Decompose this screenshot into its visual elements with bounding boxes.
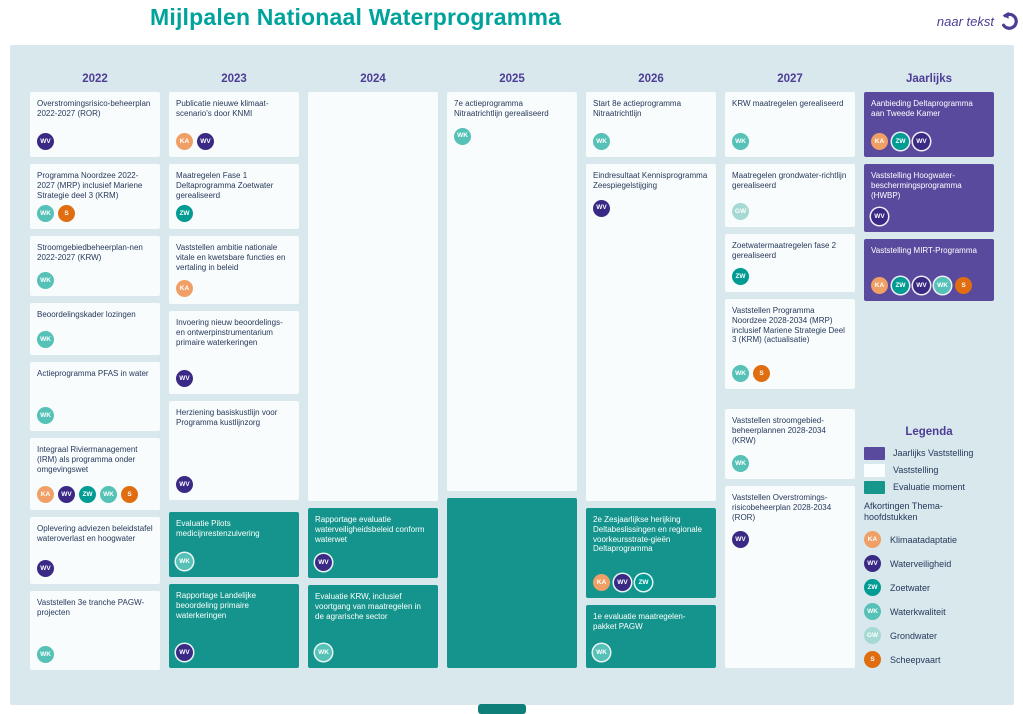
milestone-card	[447, 498, 577, 668]
theme-badge-gw: GW	[732, 203, 749, 220]
milestone-text: Vaststelling MIRT-Programma	[871, 246, 977, 255]
badge-row	[176, 365, 292, 387]
timeline-column-2026	[586, 73, 716, 675]
column-cards	[308, 92, 438, 675]
milestone-text: Start 8e actieprogramma Nitraatrichtlijn	[593, 99, 682, 118]
badge-row	[593, 639, 709, 661]
badge-row	[37, 200, 153, 222]
column-cards	[447, 92, 577, 675]
legend-swatch-white	[864, 464, 885, 477]
milestone-text: Maatregelen grondwater-richtlijn gerealiseerd	[732, 171, 847, 190]
theme-badge-wk: WK	[176, 553, 193, 570]
milestone-text: Eindresultaat Kennisprogramma Zeespiegelstijging	[593, 171, 708, 190]
theme-badge-zw: ZW	[635, 574, 652, 591]
badge-row	[593, 195, 709, 217]
milestone-card	[30, 303, 160, 355]
milestone-card	[30, 438, 160, 510]
badge-row	[37, 555, 153, 577]
milestone-text: Vaststellen stroomgebied-beheerplannen 2028-2034 (KRW)	[732, 416, 826, 445]
milestone-card	[169, 584, 299, 668]
legend-abbrev-label: Klimaatadaptatie	[890, 534, 958, 545]
theme-badge-wv: WV	[176, 476, 193, 493]
milestone-text: Rapportage Landelijke beoordeling primaire waterkeringen	[176, 591, 257, 620]
badge-row	[176, 200, 292, 222]
column-cards	[864, 92, 994, 675]
milestone-text: Herziening basiskustlijn voor Programma kustlijnzorg	[176, 408, 278, 427]
column-cards	[586, 92, 716, 675]
milestone-text: Vaststelling Hoogwater-beschermingsprogramma (HWBP)	[871, 171, 962, 200]
timeline-column-2027	[725, 73, 855, 675]
timeline-column-2022	[30, 73, 160, 675]
theme-badge-wk: WK	[37, 646, 54, 663]
theme-badge-gw: GW	[864, 627, 881, 644]
legend-abbrev-gw	[864, 627, 994, 644]
theme-badge-ka: KA	[871, 277, 888, 294]
milestone-text: Programma Noordzee 2022-2027 (MRP) inclusief Mariene Strategie deel 3 (KRM)	[37, 171, 143, 200]
badge-row	[593, 569, 709, 591]
badge-row	[176, 639, 292, 661]
legend-abbrev-ka	[864, 531, 994, 548]
legend-item-label: Evaluatie moment	[893, 482, 966, 493]
evaluation-band	[308, 508, 438, 675]
milestone-card	[864, 164, 994, 232]
milestone-text: 2e Zesjaarlijkse herijking Deltabeslissingen en regionale voorkeursstrate-gieën Deltaprogramma	[593, 515, 702, 554]
milestone-card	[725, 164, 855, 227]
theme-badge-wk: WK	[37, 331, 54, 348]
theme-badge-ka: KA	[37, 486, 54, 503]
badge-row	[37, 267, 153, 289]
legend-abbrev-label: Grondwater	[890, 630, 938, 641]
theme-badge-wv: WV	[315, 554, 332, 571]
milestone-card	[308, 92, 438, 501]
theme-badge-wv: WV	[913, 133, 930, 150]
theme-badge-wk: WK	[593, 644, 610, 661]
theme-badge-zw: ZW	[732, 268, 749, 285]
milestone-text: Zoetwatermaatregelen fase 2 gerealiseerd	[732, 241, 837, 260]
milestone-text: Invoering nieuw beoordelings- en ontwerpinstrumentarium primaire waterkeringen	[176, 318, 283, 347]
theme-badge-wk: WK	[732, 455, 749, 472]
theme-badge-s: S	[864, 651, 881, 668]
evaluation-band	[586, 508, 716, 675]
theme-badge-wv: WV	[732, 531, 749, 548]
column-header-2026: 2026	[638, 73, 664, 85]
theme-badge-wk: WK	[732, 365, 749, 382]
badge-row	[37, 326, 153, 348]
theme-badge-wv: WV	[864, 555, 881, 572]
badge-row	[871, 272, 987, 294]
theme-badge-wk: WK	[37, 205, 54, 222]
milestone-text: Vaststellen Overstromings-risicobeheerplan 2028-2034 (ROR)	[732, 493, 832, 522]
theme-badge-zw: ZW	[176, 205, 193, 222]
legend-item-label: Jaarlijks Vaststelling	[893, 448, 974, 459]
badge-row	[315, 639, 431, 661]
badge-row	[176, 471, 292, 493]
legend-swatch-annual	[864, 447, 885, 460]
milestone-text: 7e actieprogramma Nitraatrichtlijn gerealiseerd	[454, 99, 549, 118]
theme-badge-wk: WK	[934, 277, 951, 294]
theme-badge-wk: WK	[37, 272, 54, 289]
column-header-2023: 2023	[221, 73, 247, 85]
milestone-card	[725, 92, 855, 157]
badge-row	[732, 450, 848, 472]
badge-row	[732, 526, 848, 548]
theme-badge-wv: WV	[197, 133, 214, 150]
theme-badge-wk: WK	[593, 133, 610, 150]
legend-item	[864, 464, 994, 477]
badge-row	[176, 548, 292, 570]
legend-title: Legenda	[905, 425, 953, 438]
milestone-card	[169, 92, 299, 157]
theme-badge-wk: WK	[315, 644, 332, 661]
column-header-2022: 2022	[82, 73, 108, 85]
legend-abbrev-label: Zoetwater	[890, 582, 931, 593]
milestone-text: Evaluatie Pilots medicijnrestenzuivering	[176, 519, 260, 538]
milestone-card	[725, 486, 855, 668]
legend-swatch-evaluation	[864, 481, 885, 494]
legend-abbrev-title: Afkortingen Thema-hoofdstukken	[864, 500, 943, 523]
theme-badge-wv: WV	[176, 370, 193, 387]
theme-badge-ka: KA	[176, 133, 193, 150]
milestone-text: Oplevering adviezen beleidstafel wateroverlast en hoogwater	[37, 524, 153, 543]
milestone-text: Beoordelingskader lozingen	[37, 310, 136, 320]
theme-badge-wv: WV	[913, 277, 930, 294]
theme-badge-ka: KA	[176, 280, 193, 297]
legend	[864, 426, 994, 675]
naar-tekst-label: naar tekst	[936, 13, 994, 29]
column-cards	[30, 92, 160, 675]
milestone-text: Publicatie nieuwe klimaat-scenario's door KNMI	[176, 99, 269, 118]
badge-row	[732, 360, 848, 382]
milestone-card	[586, 605, 716, 668]
milestone-card	[169, 401, 299, 500]
badge-row	[315, 549, 431, 571]
legend-abbrev-zw	[864, 579, 994, 596]
milestone-card	[169, 311, 299, 394]
milestone-text: Aanbieding Deltaprogramma aan Tweede Kamer	[871, 99, 973, 118]
theme-badge-wv: WV	[58, 486, 75, 503]
theme-badge-wv: WV	[37, 133, 54, 150]
theme-badge-zw: ZW	[79, 486, 96, 503]
milestone-card	[586, 92, 716, 157]
milestone-card	[864, 239, 994, 301]
timeline-column-2023	[169, 73, 299, 675]
milestone-text: Overstromingsrisico-beheerplan 2022-2027 (ROR)	[37, 99, 151, 118]
theme-badge-s: S	[955, 277, 972, 294]
evaluation-band	[169, 512, 299, 675]
milestone-text: Vaststellen Programma Noordzee 2028-2034 (MRP) inclusief Mariene Strategie Deel 3 (KRM) (actualisatie)	[732, 306, 845, 345]
badge-row	[176, 275, 292, 297]
timeline-columns	[10, 45, 1014, 705]
milestone-text: Evaluatie KRW, inclusief voortgang van maatregelen in de agrarische sector	[315, 592, 421, 621]
legend-abbrev-label: Scheepvaart	[890, 654, 941, 665]
theme-badge-wv: WV	[593, 200, 610, 217]
theme-badge-s: S	[753, 365, 770, 382]
column-header-2025: 2025	[499, 73, 525, 85]
theme-badge-wv: WV	[614, 574, 631, 591]
theme-badge-wk: WK	[864, 603, 881, 620]
badge-row	[37, 128, 153, 150]
theme-badge-wv: WV	[176, 644, 193, 661]
legend-abbrev-s	[864, 651, 994, 668]
naar-tekst-link[interactable]	[937, 11, 1019, 31]
milestone-text: Vaststellen ambitie nationale vitale en kwetsbare functies en vertaling in beleid	[176, 243, 286, 272]
theme-badge-wk: WK	[37, 407, 54, 424]
milestone-card	[30, 236, 160, 296]
legend-item-label: Vaststelling	[893, 465, 939, 476]
badge-row	[37, 402, 153, 424]
legend-abbrev-label: Waterveiligheid	[890, 558, 952, 569]
milestone-text: 1e evaluatie maatregelen-pakket PAGW	[593, 612, 686, 631]
milestone-card	[864, 92, 994, 157]
theme-badge-wk: WK	[732, 133, 749, 150]
legend-abbrev-wk	[864, 603, 994, 620]
top-bar	[0, 0, 1023, 44]
milestone-text: Maatregelen Fase 1 Deltaprogramma Zoetwater gerealiseerd	[176, 171, 274, 200]
milestone-card	[725, 299, 855, 389]
theme-badge-ka: KA	[593, 574, 610, 591]
milestone-text: Rapportage evaluatie waterveiligheidsbeleid conform waterwet	[315, 515, 425, 544]
badge-row	[732, 263, 848, 285]
theme-badge-wk: WK	[100, 486, 117, 503]
theme-badge-wv: WV	[871, 208, 888, 225]
theme-badge-wk: WK	[454, 128, 471, 145]
milestone-card	[169, 236, 299, 304]
timeline-column-jaarlijks	[864, 73, 994, 675]
badge-row	[176, 128, 292, 150]
page-title: Mijlpalen Nationaal Waterprogramma	[150, 4, 562, 30]
legend-abbrev-wv	[864, 555, 994, 572]
theme-badge-s: S	[58, 205, 75, 222]
badge-row	[871, 128, 987, 150]
milestone-card	[30, 164, 160, 229]
milestone-card	[308, 508, 438, 578]
column-cards	[169, 92, 299, 675]
timeline-column-2024	[308, 73, 438, 675]
milestone-text: Integraal Riviermanagement (IRM) als programma onder omgevingswet	[37, 445, 138, 474]
badge-row	[732, 198, 848, 220]
theme-badge-ka: KA	[864, 531, 881, 548]
badge-row	[732, 128, 848, 150]
theme-badge-zw: ZW	[892, 277, 909, 294]
legend-item	[864, 481, 994, 494]
column-header-jaarlijks: Jaarlijks	[905, 73, 953, 85]
milestone-card	[169, 512, 299, 577]
timeline-column-2025	[447, 73, 577, 675]
theme-badge-s: S	[121, 486, 138, 503]
timeline-panel	[10, 45, 1014, 705]
milestone-text: Actieprogramma PFAS in water	[37, 369, 149, 379]
column-header-2027: 2027	[777, 73, 803, 85]
milestone-card	[586, 164, 716, 501]
milestone-text: KRW maatregelen gerealiseerd	[732, 99, 844, 108]
badge-row	[37, 641, 153, 663]
milestone-card	[447, 92, 577, 491]
milestone-card	[725, 234, 855, 292]
evaluation-band	[447, 498, 577, 675]
badge-row	[37, 481, 153, 503]
milestone-card	[586, 508, 716, 598]
theme-badge-wv: WV	[37, 560, 54, 577]
milestone-text: Vaststellen 3e tranche PAGW-projecten	[37, 598, 145, 617]
column-header-2024: 2024	[360, 73, 386, 85]
theme-badge-zw: ZW	[892, 133, 909, 150]
milestone-card	[725, 409, 855, 479]
milestone-card	[30, 517, 160, 584]
theme-badge-zw: ZW	[864, 579, 881, 596]
milestone-card	[308, 585, 438, 668]
milestone-card	[30, 362, 160, 431]
milestone-card	[169, 164, 299, 229]
page-footer-tab	[478, 704, 526, 714]
milestone-text: Stroomgebiedbeheerplan-nen 2022-2027 (KRW)	[37, 243, 143, 262]
circular-arrow-icon	[999, 11, 1019, 31]
legend-abbrev-label: Waterkwaliteit	[890, 606, 946, 617]
milestone-card	[30, 92, 160, 157]
legend-item	[864, 447, 994, 460]
badge-row	[454, 123, 570, 145]
column-cards	[725, 92, 855, 675]
theme-badge-ka: KA	[871, 133, 888, 150]
badge-row	[871, 203, 987, 225]
badge-row	[593, 128, 709, 150]
milestone-card	[30, 591, 160, 670]
